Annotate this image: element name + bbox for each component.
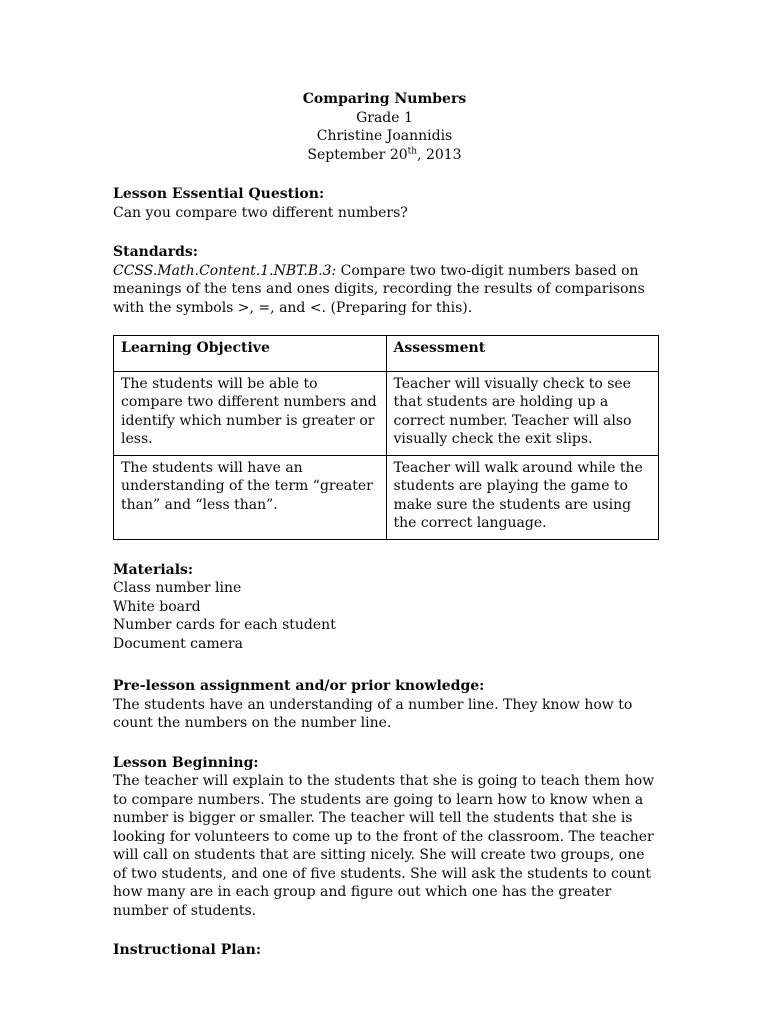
date-rest: , 2013 <box>417 146 462 163</box>
section-essential-question <box>113 185 656 222</box>
essential-question-heading: Lesson Essential Question: <box>113 186 325 202</box>
document-author: Christine Joannidis <box>316 128 453 144</box>
document-date <box>113 146 656 165</box>
table-header-row <box>114 336 659 372</box>
lesson-beginning-body: The teacher will explain to the students that she is going to teach them how to compare numbers. The students are going to learn how to know when a number is bigger or smaller. The teacher will tell the students that she is looking for volunteers to come up to the front of the classroom. The teacher will call on students that are sitting nicely. She will create two groups, one of two students, and one of five students. She will ask the students to count how many are in each group and figure out which one has the greater number of students. <box>113 773 655 919</box>
section-pre-lesson <box>113 677 656 733</box>
objective-cell-1: The students will be able to compare two different numbers and identify which number is greater or less. <box>114 371 387 455</box>
section-materials <box>113 561 656 654</box>
materials-item: Class number line <box>113 580 242 596</box>
standards-body <box>113 262 656 318</box>
section-lesson-beginning <box>113 754 656 921</box>
pre-lesson-body: The students have an understanding of a number line. They know how to count the numbers on the number line. <box>113 696 633 731</box>
document-title: Comparing Numbers <box>302 91 467 107</box>
assessment-cell-2: Teacher will walk around while the students are playing the game to make sure the students are using the correct language. <box>386 455 659 539</box>
date-main: September 20 <box>307 146 408 163</box>
table-row <box>114 455 659 539</box>
section-standards <box>113 243 656 317</box>
standards-text: Compare two two-digit numbers based on meanings of the tens and ones digits, recording the results of comparisons with the symbols >, =, and <. (Preparing for this). <box>113 262 645 316</box>
materials-item: White board <box>113 598 201 615</box>
table-header-learning-objective: Learning Objective <box>114 336 387 372</box>
materials-item: Number cards for each student <box>113 617 336 633</box>
document-header <box>113 90 656 164</box>
document-grade: Grade 1 <box>356 109 413 126</box>
materials-heading: Materials: <box>113 561 194 578</box>
essential-question-body: Can you compare two different numbers? <box>113 204 408 221</box>
pre-lesson-heading: Pre-lesson assignment and/or prior knowledge: <box>113 678 485 694</box>
objective-assessment-table <box>113 335 659 540</box>
assessment-cell-1: Teacher will visually check to see that students are holding up a correct number. Teacher will also visually check the exit slips. <box>386 371 659 455</box>
objective-cell-2: The students will have an understanding of the term “greater than” and “less than”. <box>114 455 387 539</box>
table-row <box>114 371 659 455</box>
standards-code: CCSS.Math.Content.1.NBT.B.3: <box>113 262 337 279</box>
section-instructional-plan <box>113 941 656 960</box>
table-header-assessment: Assessment <box>386 336 659 372</box>
instructional-plan-heading: Instructional Plan: <box>113 942 261 958</box>
date-ordinal-superscript: th <box>407 145 418 156</box>
lesson-beginning-heading: Lesson Beginning: <box>113 754 259 771</box>
standards-heading: Standards: <box>113 244 198 260</box>
materials-item: Document camera <box>113 635 243 652</box>
